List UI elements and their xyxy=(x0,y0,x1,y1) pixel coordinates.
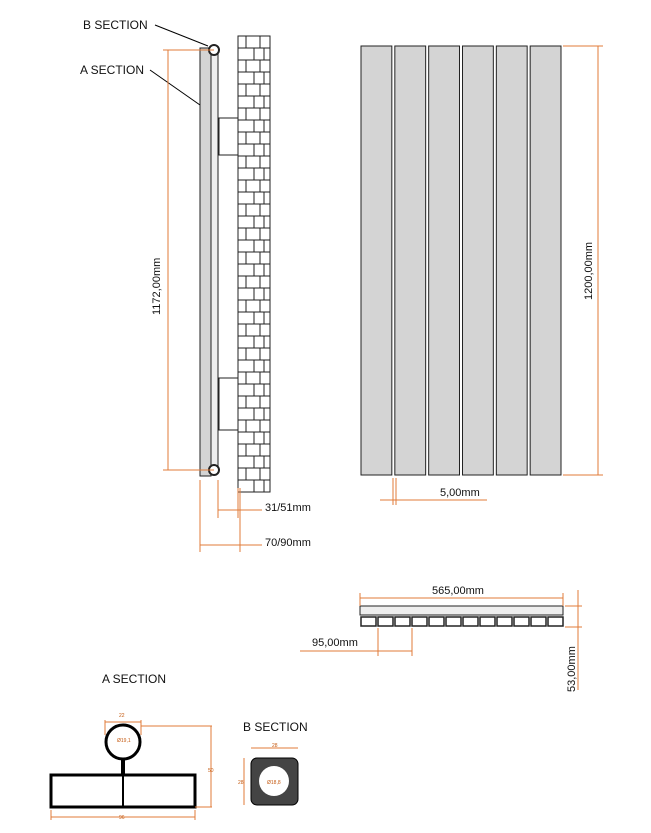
brick-row xyxy=(238,300,270,312)
a-section-arrow xyxy=(150,70,200,105)
front-column xyxy=(463,46,494,475)
b-height: 28 xyxy=(238,780,244,786)
a-section-title: A SECTION xyxy=(102,672,167,686)
brick-row xyxy=(238,444,270,456)
brick-row xyxy=(238,180,270,192)
brick-row xyxy=(238,324,270,336)
a-width: 96 xyxy=(119,815,125,821)
wall-gap-dim: 31/51mm xyxy=(265,502,311,514)
plan-tube xyxy=(531,617,546,626)
b-width: 28 xyxy=(272,743,278,749)
b-section-callout: B SECTION xyxy=(83,18,148,32)
brick-row xyxy=(238,420,270,432)
b-section-arrow xyxy=(155,25,208,46)
depth-dim: 70/90mm xyxy=(265,537,311,549)
front-column xyxy=(361,46,392,475)
brick-row xyxy=(238,372,270,384)
brick-row xyxy=(238,204,270,216)
side-header xyxy=(211,52,218,472)
brick-row xyxy=(238,276,270,288)
brick-row xyxy=(238,468,270,480)
pitch-dim: 95,00mm xyxy=(312,637,358,649)
front-column xyxy=(395,46,426,475)
plan-tube xyxy=(514,617,529,626)
brick-row xyxy=(238,60,270,72)
brick-row xyxy=(238,36,270,48)
brick-row xyxy=(238,252,270,264)
a-section-callout: A SECTION xyxy=(80,63,145,77)
brick-row xyxy=(238,84,270,96)
plan-tube xyxy=(429,617,444,626)
plan-tube xyxy=(412,617,427,626)
front-height-dim: 1200,00mm xyxy=(583,241,595,300)
plan-tube xyxy=(463,617,478,626)
brick-row xyxy=(238,228,270,240)
side-height-dim: 1172,00mm xyxy=(151,257,163,315)
front-column xyxy=(496,46,527,475)
plan-tube xyxy=(548,617,563,626)
plan-tube xyxy=(480,617,495,626)
brick-row xyxy=(238,132,270,144)
plan-tube xyxy=(395,617,410,626)
plan-header xyxy=(360,606,563,615)
front-column xyxy=(429,46,460,475)
b-section-title: B SECTION xyxy=(243,720,308,734)
panel-gap-dim: 5,00mm xyxy=(440,487,480,499)
plan-tube xyxy=(361,617,376,626)
wall-bracket xyxy=(219,378,239,430)
plan-tube xyxy=(378,617,393,626)
a-tube-dia: Ø19,1 xyxy=(117,738,131,744)
brick-row xyxy=(238,156,270,168)
wall-bracket xyxy=(219,118,239,155)
plan-tube xyxy=(446,617,461,626)
plan-tube xyxy=(497,617,512,626)
brick-row xyxy=(238,108,270,120)
brick-row xyxy=(238,396,270,408)
thickness-dim: 53,00mm xyxy=(566,646,578,692)
brick-row xyxy=(238,348,270,360)
a-tube-width: 22 xyxy=(119,713,125,719)
front-column xyxy=(530,46,561,475)
width-dim: 565,00mm xyxy=(432,585,484,597)
b-dia: Ø18,8 xyxy=(267,780,281,786)
side-panel xyxy=(200,48,211,476)
a-height: 50 xyxy=(208,768,214,774)
